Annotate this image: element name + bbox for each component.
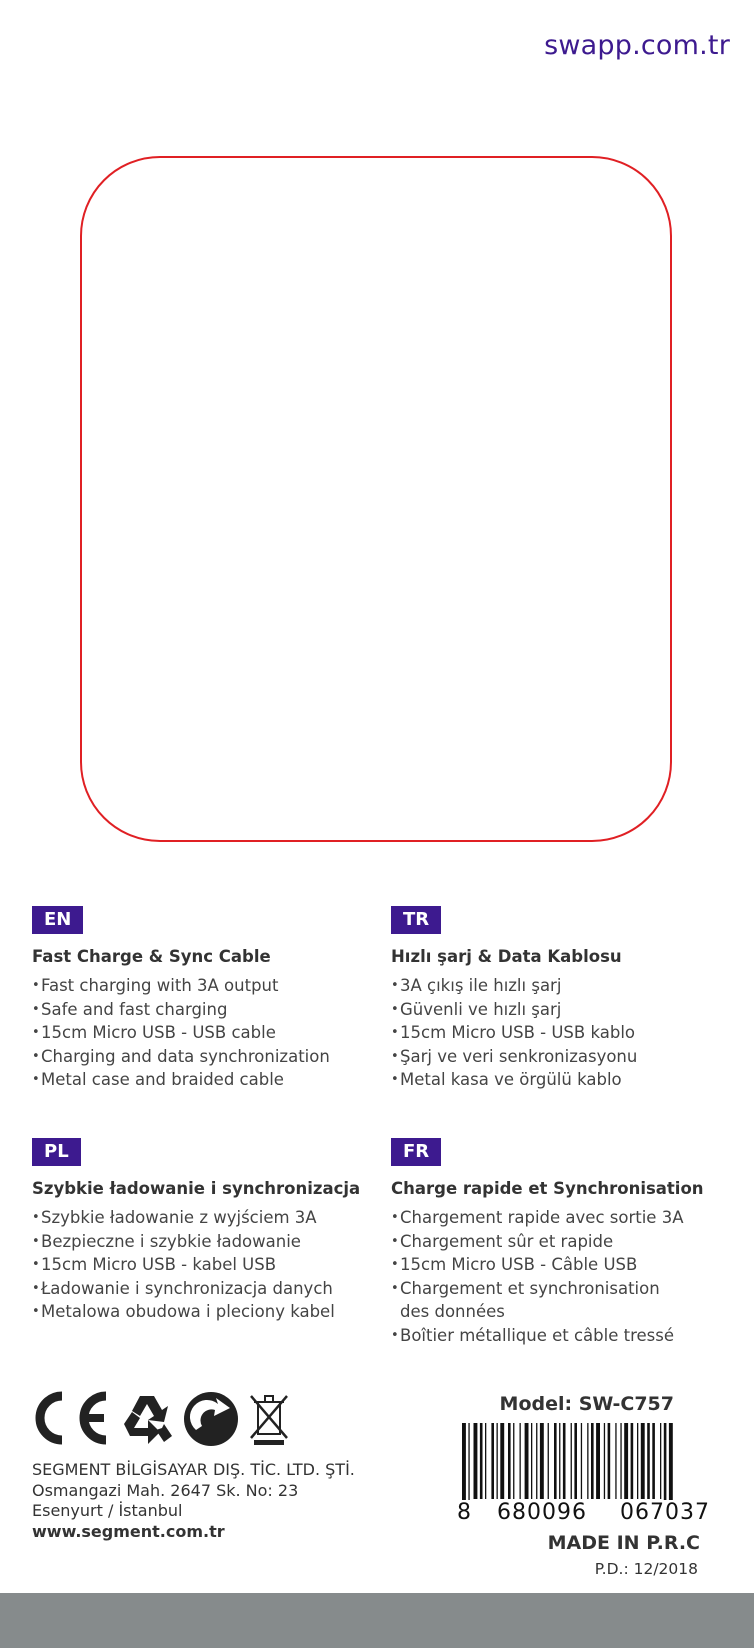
section-title-pl: Szybkie ładowanie i synchronizacja	[32, 1179, 361, 1198]
list-item: • Fast charging with 3A output	[32, 974, 382, 998]
model-number: Model: SW-C757	[499, 1393, 674, 1415]
list-item: • Metal case and braided cable	[32, 1068, 382, 1092]
list-item: • Chargement sûr et rapide	[391, 1230, 741, 1254]
product-window-outline	[80, 156, 672, 842]
barcode-bar	[540, 1423, 544, 1499]
barcode-bar	[474, 1423, 478, 1499]
list-item: • Charging and data synchronization	[32, 1045, 382, 1069]
feature-list-en	[32, 974, 382, 1092]
list-item: • Safe and fast charging	[32, 998, 382, 1022]
bottom-band	[0, 1593, 754, 1648]
list-item: • Chargement rapide avec sortie 3A	[391, 1206, 741, 1230]
barcode-bar	[581, 1423, 582, 1499]
green-dot-icon	[182, 1390, 240, 1448]
barcode-bar	[624, 1423, 628, 1499]
list-item: • Metal kasa ve örgülü kablo	[391, 1068, 741, 1092]
barcode-bar	[641, 1423, 645, 1499]
list-item: • Şarj ve veri senkronizasyonu	[391, 1045, 741, 1069]
barcode-bar	[525, 1423, 529, 1499]
barcode-bar	[587, 1423, 588, 1499]
list-item: • 15cm Micro USB - USB cable	[32, 1021, 382, 1045]
barcode-right-group: 067037	[620, 1500, 710, 1525]
barcode-bar	[520, 1423, 521, 1499]
barcode-bar	[497, 1423, 498, 1499]
barcode-bar	[491, 1423, 494, 1499]
barcode-bar	[536, 1423, 537, 1499]
barcode-bar	[591, 1423, 594, 1499]
section-pl	[32, 1138, 382, 1324]
barcode-first-digit: 8	[457, 1500, 471, 1525]
company-info	[32, 1460, 355, 1542]
barcode-bar	[637, 1423, 638, 1499]
feature-list-fr	[391, 1206, 741, 1347]
list-item: • 15cm Micro USB - USB kablo	[391, 1021, 741, 1045]
barcode-bar	[531, 1423, 532, 1499]
barcode-bar	[631, 1423, 634, 1499]
feature-list-pl	[32, 1206, 382, 1324]
company-name: SEGMENT BİLGİSAYAR DIŞ. TİC. LTD. ŞTİ.	[32, 1460, 355, 1479]
lang-badge-fr: FR	[391, 1138, 441, 1166]
site-url: swapp.com.tr	[544, 30, 730, 61]
barcode-bar	[485, 1423, 486, 1499]
company-website: www.segment.com.tr	[32, 1521, 225, 1541]
list-item: • Bezpieczne i szybkie ładowanie	[32, 1230, 382, 1254]
section-title-fr: Charge rapide et Synchronisation	[391, 1179, 704, 1198]
barcode-bar	[508, 1423, 511, 1499]
lang-badge-en: EN	[32, 906, 83, 934]
made-in-label: MADE IN P.R.C	[547, 1532, 700, 1554]
section-title-tr: Hızlı şarj & Data Kablosu	[391, 947, 622, 966]
company-address-line2: Esenyurt / İstanbul	[32, 1501, 183, 1520]
barcode-bar	[571, 1423, 572, 1499]
barcode-bar	[513, 1423, 514, 1499]
lang-badge-pl: PL	[32, 1138, 81, 1166]
barcode-left-group: 680096	[497, 1500, 587, 1525]
barcode-bar	[608, 1423, 611, 1499]
barcode-bar	[559, 1423, 560, 1499]
barcode-bar	[604, 1423, 605, 1499]
company-address-line1: Osmangazi Mah. 2647 Sk. No: 23	[32, 1480, 299, 1500]
section-title-en: Fast Charge & Sync Cable	[32, 947, 271, 966]
barcode-bar	[615, 1423, 616, 1499]
list-item-continuation: des données	[400, 1302, 505, 1321]
production-date: P.D.: 12/2018	[594, 1560, 698, 1578]
barcode-bar	[480, 1423, 483, 1499]
section-fr	[391, 1138, 741, 1347]
list-item: • 15cm Micro USB - kabel USB	[32, 1253, 382, 1277]
list-item: • Güvenli ve hızlı şarj	[391, 998, 741, 1022]
barcode-bar	[574, 1423, 577, 1499]
list-item: • Chargement et synchronisation	[391, 1277, 741, 1301]
barcode-bar	[548, 1423, 549, 1499]
barcode-bar	[652, 1423, 655, 1499]
list-item: • 15cm Micro USB - Câble USB	[391, 1253, 741, 1277]
recycle-icon	[120, 1390, 174, 1446]
list-item: • Boîtier métallique et câble tressé	[391, 1324, 741, 1348]
barcode-bar	[554, 1423, 557, 1499]
lang-badge-tr: TR	[391, 906, 441, 934]
weee-bin-icon	[248, 1390, 290, 1446]
section-tr	[391, 906, 741, 1092]
barcode-bar	[500, 1423, 504, 1499]
list-item: • Metalowa obudowa i pleciony kabel	[32, 1300, 382, 1324]
ce-mark-icon	[32, 1390, 110, 1446]
barcode-bar	[596, 1423, 600, 1499]
list-item: • Ładowanie i synchronizacja danych	[32, 1277, 382, 1301]
list-item: • 3A çıkış ile hızlı şarj	[391, 974, 741, 998]
feature-list-tr	[391, 974, 741, 1092]
barcode-bar	[647, 1423, 650, 1499]
list-item: • Szybkie ładowanie z wyjściem 3A	[32, 1206, 382, 1230]
barcode-bar	[660, 1423, 661, 1499]
barcode-bar	[563, 1423, 566, 1499]
barcode-bar	[620, 1423, 621, 1499]
section-en	[32, 906, 382, 1092]
